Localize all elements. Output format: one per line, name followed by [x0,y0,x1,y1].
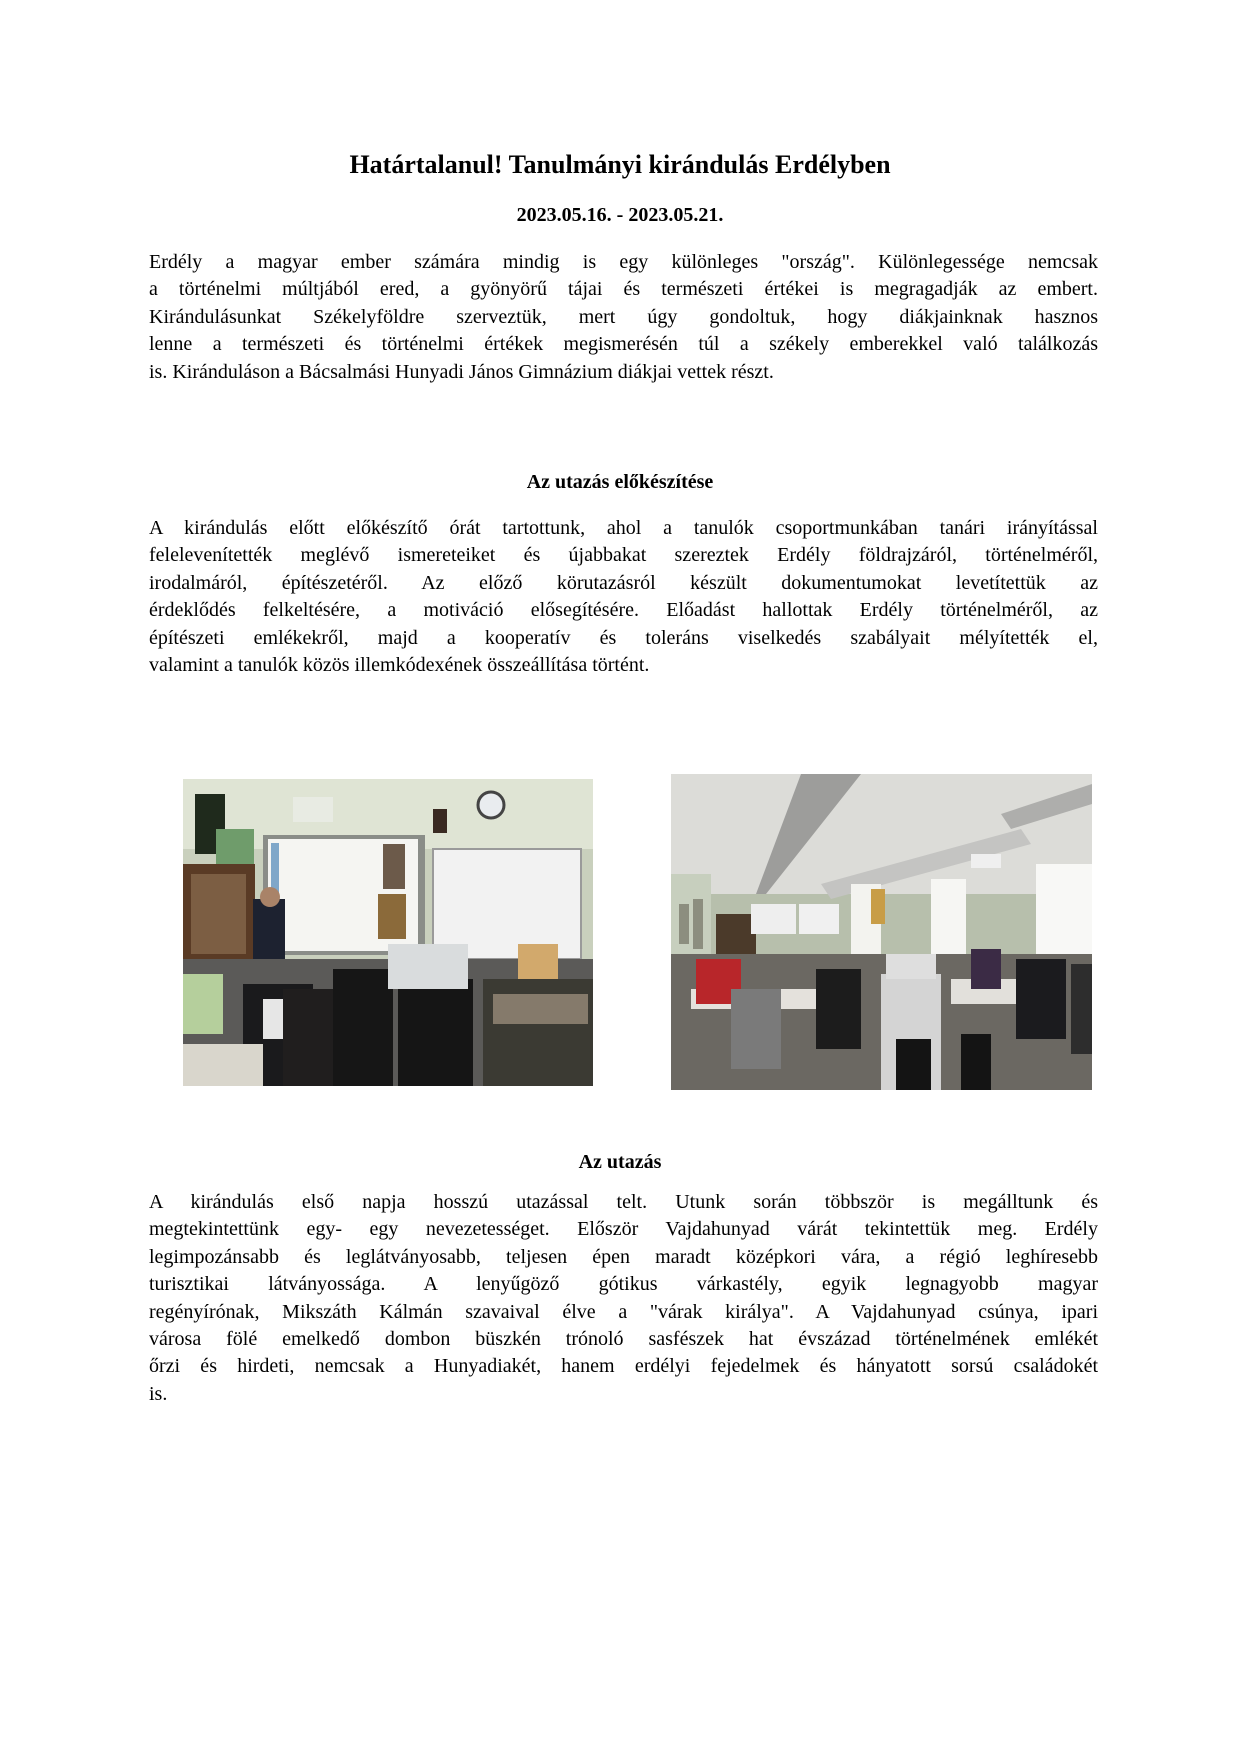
text-line: regényírónak, Mikszáth Kálmán szavaival élve a "várak királya". A Vajdahunyad csúnya, ipari [149,1300,1098,1323]
text-line: is. Kiránduláson a Bácsalmási Hunyadi János Gimnázium diákjai vettek részt. [149,360,774,383]
intro-paragraph [149,249,1098,386]
text-line: valamint a tanulók közös illemkódexének összeállítása történt. [149,653,650,676]
section-heading-preparation: Az utazás előkészítése [526,471,714,493]
text-line: érdeklődés felkeltésére, a motiváció elősegítésére. Előadást hallottak Erdély történelméről, az [149,599,1098,622]
text-line: Kirándulásunkat Székelyföldre szerveztük, mert úgy gondoltuk, hogy diákjainknak hasznos [149,305,1098,328]
text-line: a történelmi múltjából ered, a gyönyörű tájai és természeti értékei is megragadják az embert. [149,278,1098,301]
text-line: megtekintettünk egy- egy nevezetességet. Először Vajdahunyad várát tekintettük meg. Erdély [149,1218,1098,1241]
date-range: 2023.05.16. - 2023.05.21. [516,204,724,226]
text-line: őrzi és hirdeti, nemcsak a Hunyadiakét, hanem erdélyi fejedelmek és hányatott sorsú családokét [149,1355,1098,1378]
section-heading-journey: Az utazás [578,1151,662,1173]
preparation-paragraph [149,515,1098,679]
text-line: Erdély a magyar ember számára mindig is egy különleges "ország". Különlegessége nemcsak [149,251,1098,273]
text-line: A kirándulás első napja hosszú utazással telt. Utunk során többször is megálltunk és [149,1191,1098,1213]
photo-image [671,774,1092,1090]
text-line: felelevenítették meglévő ismereteiket és újabbakat szereztek Erdély földrajzáról, történelméről, [149,544,1098,567]
text-line: turisztikai látványossága. A lenyűgöző gótikus várkastély, egyik legnagyobb magyar [149,1273,1098,1296]
text-line: legimpozánsabb és leglátványosabb, teljesen épen maradt középkori vára, a régió leghíresebb [149,1245,1098,1268]
photo-image [183,779,593,1086]
photo-classroom-wide [671,774,1092,1090]
text-line: A kirándulás előtt előkészítő órát tartottunk, ahol a tanulók csoportmunkában tanári irányítással [149,517,1098,539]
photo-classroom-presentation [183,779,593,1086]
document-title: Határtalanul! Tanulmányi kirándulás Erdélyben [349,150,891,179]
text-line: lenne a természeti és történelmi értékek megismerésén túl a székely emberekkel való találkozás [149,333,1098,356]
text-line: is. [149,1382,168,1405]
text-line: irodalmáról, építészetéről. Az előző körutazásról készült dokumentumokat levetítettük az [149,571,1098,594]
text-line: városa fölé emelkedő dombon büszkén trónoló sasfészek hat évszázad történelmének emlékét [149,1327,1098,1350]
text-line: építészeti emlékekről, majd a kooperatív és toleráns viselkedés szabályait mélyítették el, [149,626,1098,649]
journey-paragraph [149,1189,1098,1408]
